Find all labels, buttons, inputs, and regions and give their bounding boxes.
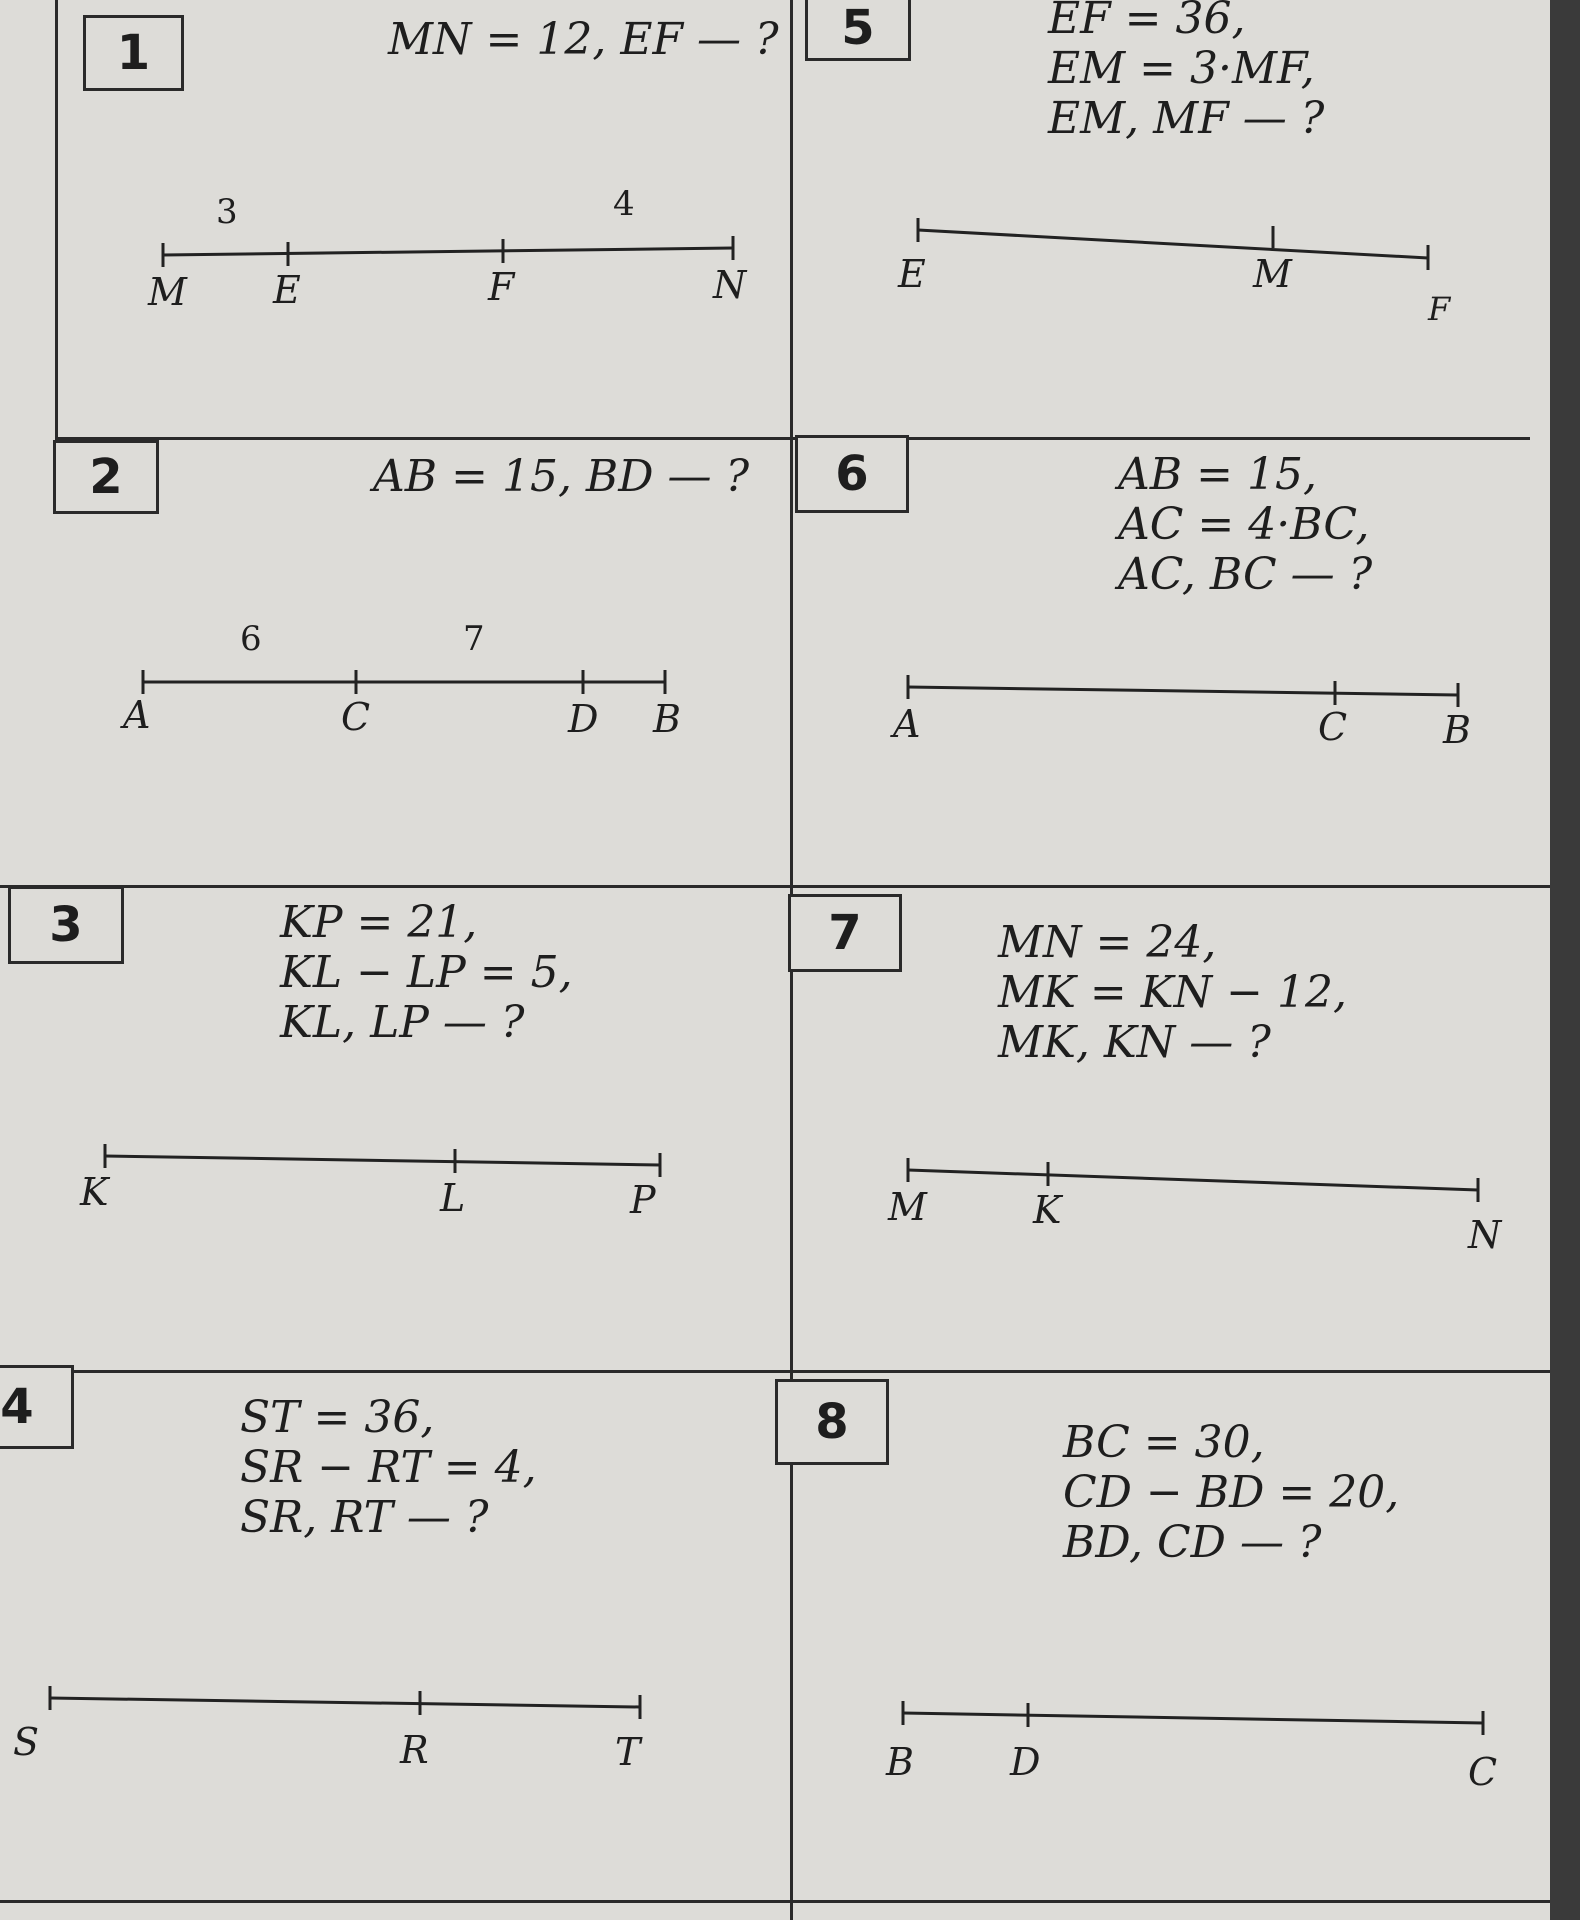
- segment-line: [163, 248, 733, 255]
- segment-measure: 4: [613, 184, 635, 224]
- problem-number: 4: [0, 1365, 74, 1449]
- segment-svg: [898, 190, 1473, 330]
- point-label: K: [1033, 1188, 1062, 1232]
- point-label: B: [653, 697, 681, 741]
- segment-svg: [888, 1128, 1503, 1258]
- point-label: B: [1443, 708, 1471, 752]
- problem-number: 6: [795, 435, 909, 513]
- segment-line: [903, 1713, 1483, 1723]
- problem-number: 7: [788, 894, 902, 972]
- segment-svg: [80, 1113, 700, 1233]
- segment-measure: 7: [463, 619, 485, 659]
- problem-3: [0, 888, 790, 1370]
- problem-number: 8: [775, 1379, 889, 1465]
- problem-condition: MN = 12, EF — ?: [388, 14, 779, 65]
- problem-6: [793, 440, 1550, 885]
- segment-line: [908, 687, 1458, 695]
- problem-condition: AB = 15, BD — ?: [373, 451, 750, 502]
- point-label: T: [615, 1730, 641, 1774]
- point-label: K: [80, 1170, 109, 1214]
- segment-line: [50, 1698, 640, 1707]
- segment-svg: [886, 1683, 1498, 1813]
- point-label: F: [1428, 290, 1451, 328]
- segment-diagram: [13, 1663, 685, 1793]
- problem-number: 1: [83, 15, 184, 91]
- segment-svg: [893, 625, 1471, 752]
- segment-svg: [123, 619, 738, 741]
- problem-condition: MN = 24, MK = KN − 12, MK, KN — ?: [998, 917, 1347, 1068]
- segment-line: [918, 230, 1428, 258]
- segment-svg: [13, 1663, 685, 1793]
- problem-5: [793, 0, 1550, 437]
- point-label: N: [1468, 1213, 1502, 1257]
- point-label: M: [888, 1185, 927, 1229]
- page-edge-shadow: [1550, 0, 1580, 1920]
- problem-number: 3: [8, 886, 124, 964]
- problem-condition: EF = 36, EM = 3·MF, EM, MF — ?: [1048, 0, 1325, 144]
- problem-number: 2: [53, 440, 159, 514]
- point-label: A: [893, 702, 921, 746]
- segment-line: [105, 1156, 660, 1165]
- segment-diagram: [888, 1128, 1503, 1258]
- problem-condition: KP = 21, KL − LP = 5, KL, LP — ?: [280, 897, 573, 1048]
- point-label: E: [273, 268, 301, 312]
- problem-condition: ST = 36, SR − RT = 4, SR, RT — ?: [240, 1392, 537, 1543]
- segment-diagram: [886, 1683, 1498, 1813]
- segment-diagram: [893, 625, 1471, 752]
- segment-diagram: [80, 1113, 700, 1233]
- point-label: D: [568, 697, 599, 741]
- problem-7: [793, 888, 1550, 1370]
- problem-condition: AB = 15, AC = 4·BC, AC, BC — ?: [1118, 449, 1373, 600]
- point-label: E: [898, 252, 926, 296]
- segment-diagram: [898, 190, 1473, 330]
- problem-4: [0, 1373, 790, 1900]
- point-label: C: [1318, 705, 1348, 749]
- point-label: C: [341, 695, 371, 739]
- point-label: M: [148, 270, 187, 314]
- point-label: B: [886, 1740, 914, 1784]
- bottom-border: [0, 1900, 1580, 1903]
- point-label: A: [123, 693, 151, 737]
- segment-svg: [148, 184, 758, 314]
- problem-condition: BC = 30, CD − BD = 20, BD, CD — ?: [1063, 1417, 1400, 1568]
- point-label: M: [1253, 252, 1292, 296]
- point-label: P: [630, 1178, 656, 1222]
- problem-1: [58, 0, 790, 437]
- point-label: L: [440, 1176, 466, 1220]
- problem-2: [58, 440, 790, 885]
- point-label: C: [1468, 1750, 1498, 1794]
- point-label: D: [1010, 1740, 1041, 1784]
- segment-measure: 3: [216, 192, 238, 232]
- segment-diagram: [148, 184, 758, 314]
- problem-8: [793, 1373, 1550, 1900]
- segment-line: [908, 1170, 1478, 1190]
- point-label: F: [488, 265, 515, 309]
- point-label: R: [400, 1728, 429, 1772]
- segment-diagram: [123, 619, 738, 741]
- point-label: S: [13, 1720, 40, 1764]
- point-label: N: [713, 263, 747, 307]
- problem-number: 5: [805, 0, 911, 61]
- segment-measure: 6: [240, 619, 262, 659]
